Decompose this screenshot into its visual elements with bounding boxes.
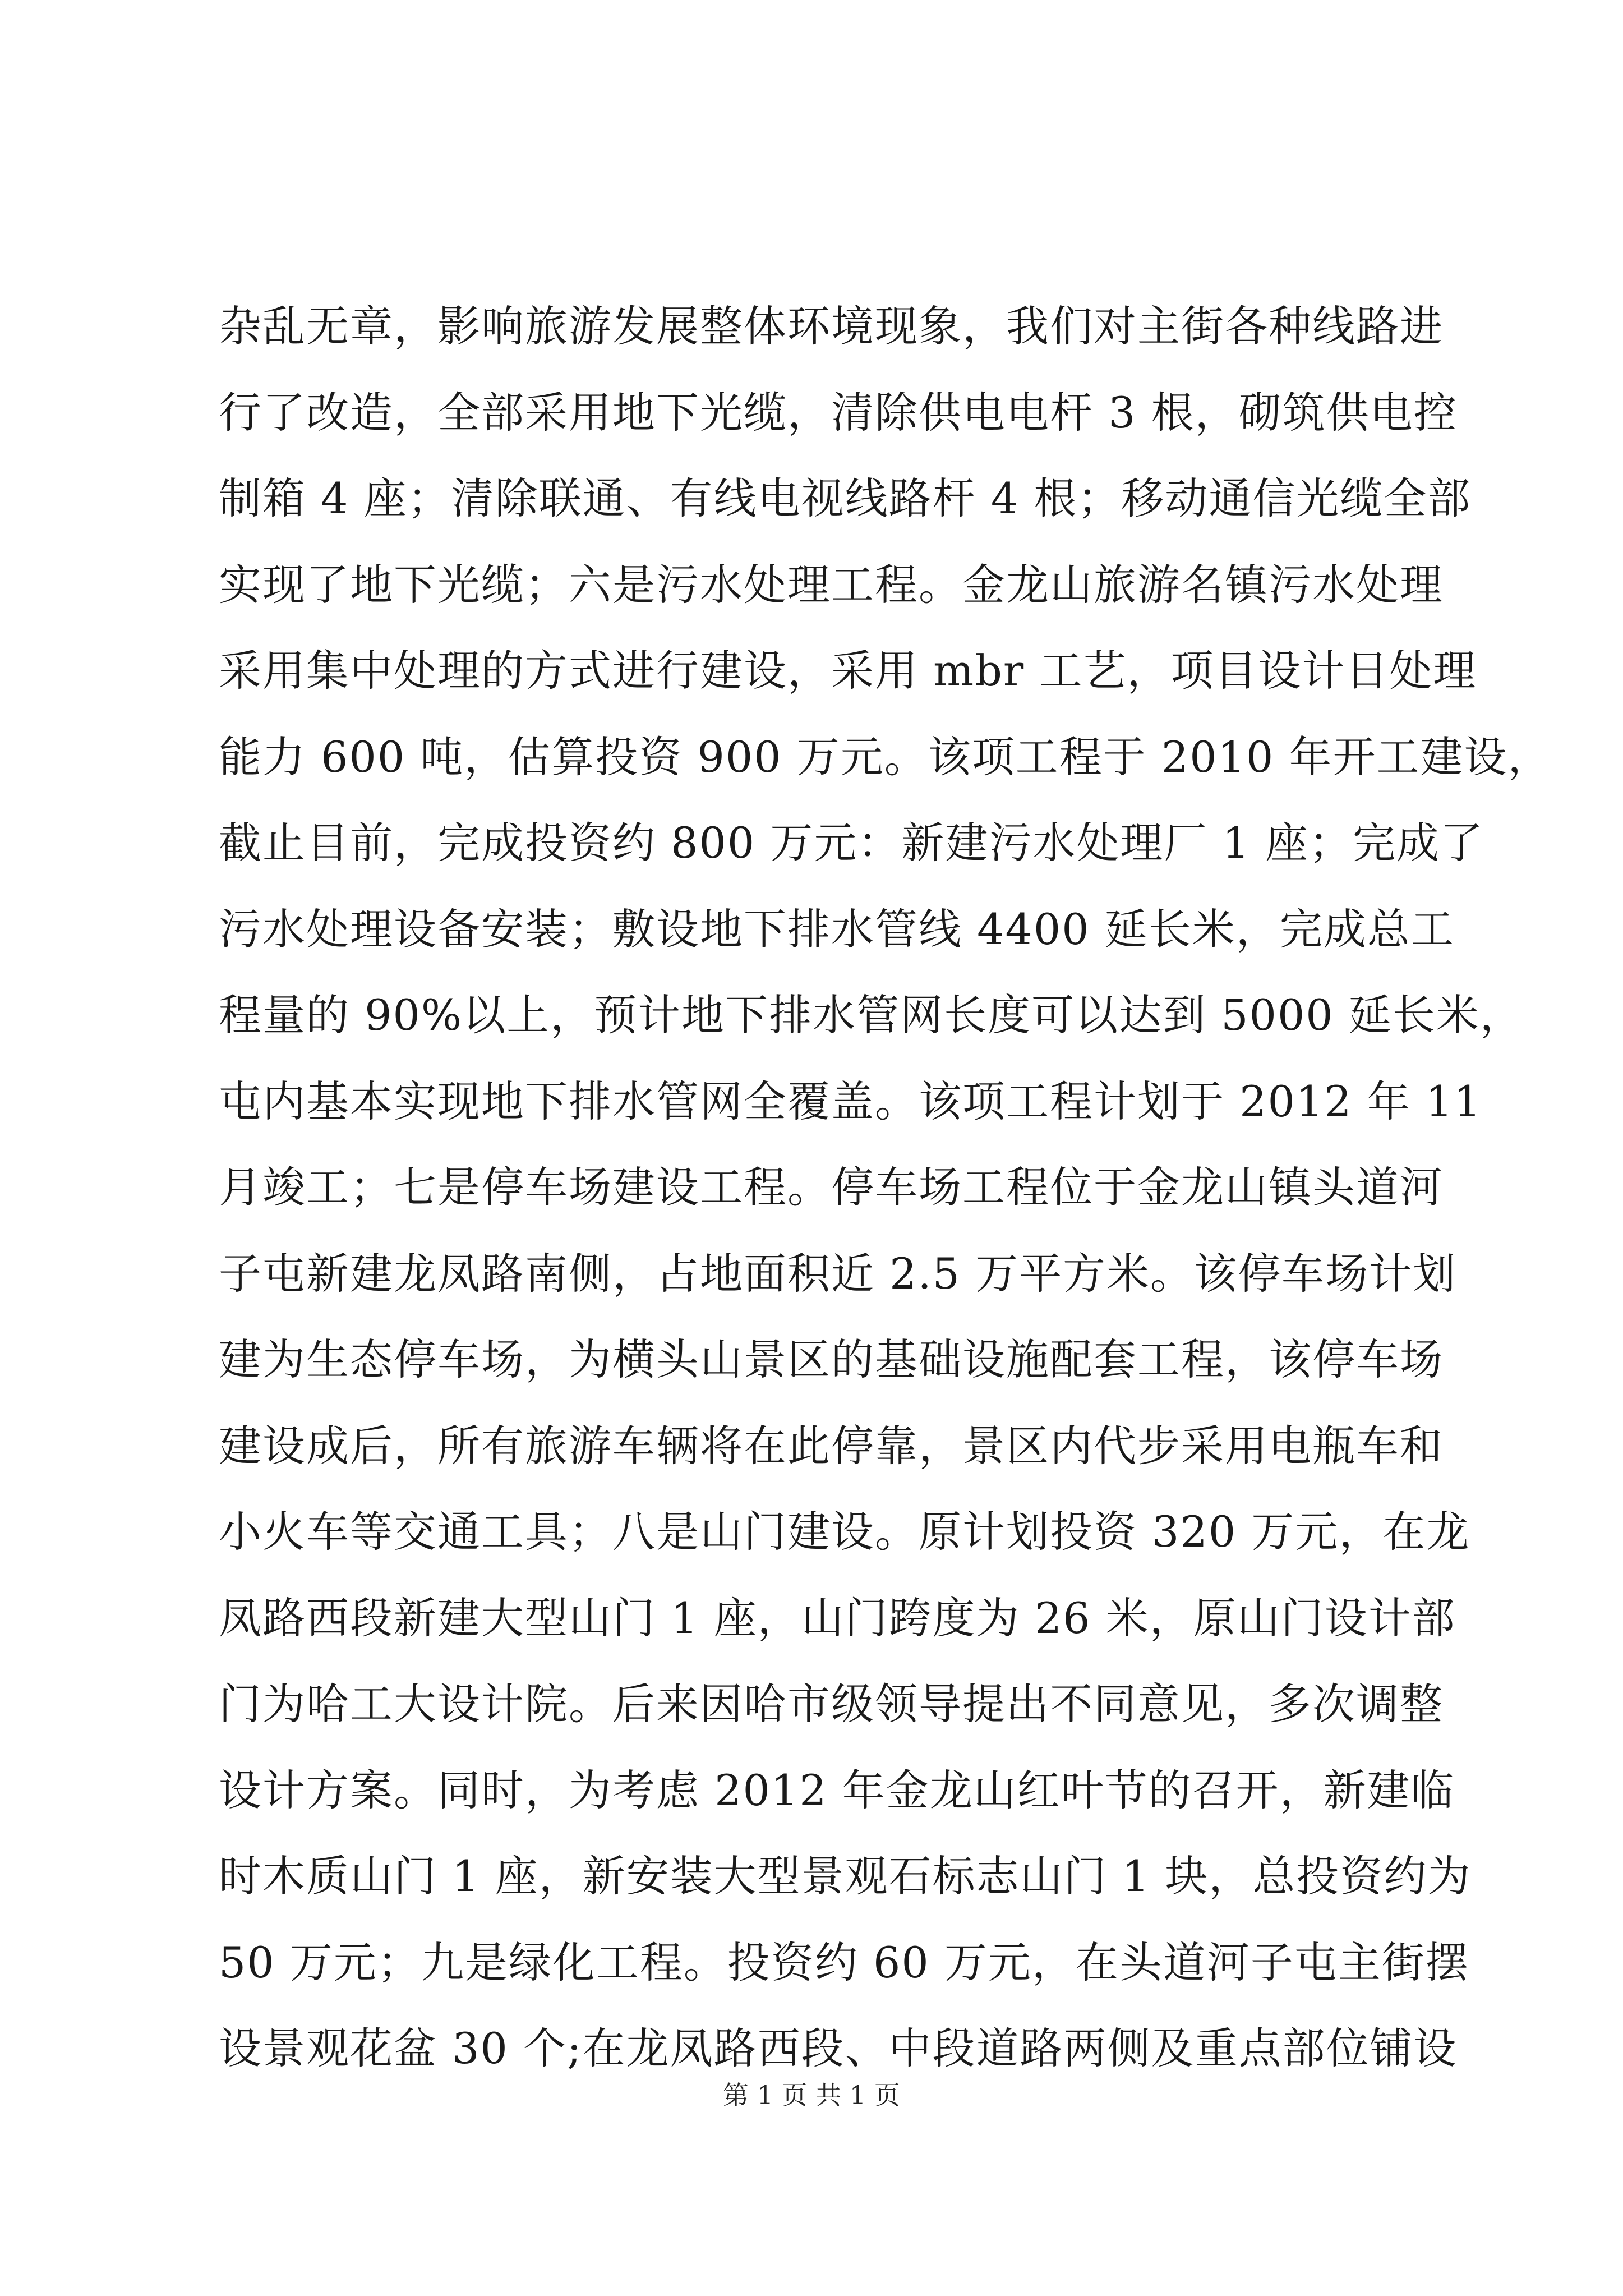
text-line: 实现了地下光缆；六是污水处理工程。金龙山旅游名镇污水处理 <box>219 559 1444 610</box>
text-line: 设景观花盆 30 个;在龙凤路西段、中段道路两侧及重点部位铺设 <box>219 2023 1458 2073</box>
text-line: 制箱 4 座；清除联通、有线电视线路杆 4 根；移动通信光缆全部 <box>219 473 1472 523</box>
text-line: 建设成后，所有旅游车辆将在此停靠，景区内代步采用电瓶车和 <box>219 1420 1444 1471</box>
text-line: 凤路西段新建大型山门 1 座，山门跨度为 26 米，原山门设计部 <box>219 1593 1456 1643</box>
text-line: 50 万元；九是绿化工程。投资约 60 万元，在头道河子屯主街摆 <box>219 1937 1469 1987</box>
text-line: 程量的 90%以上，预计地下排水管网长度可以达到 5000 延长米， <box>219 990 1524 1040</box>
text-line: 能力 600 吨，估算投资 900 万元。该项工程于 2010 年开工建设， <box>219 731 1552 782</box>
text-line: 小火车等交通工具；八是山门建设。原计划投资 320 万元，在龙 <box>219 1507 1470 1557</box>
page-footer <box>0 2078 1623 2112</box>
text-line: 门为哈工大设计院。后来因哈市级领导提出不同意见，多次调整 <box>219 1679 1444 1729</box>
text-line: 屯内基本实现地下排水管网全覆盖。该项工程计划于 2012 年 11 <box>219 1076 1482 1126</box>
text-line: 建为生态停车场，为横头山景区的基础设施配套工程，该停车场 <box>219 1335 1444 1384</box>
text-line: 截止目前，完成投资约 800 万元：新建污水处理厂 1 座；完成了 <box>219 818 1484 868</box>
text-line: 子屯新建龙凤路南侧，占地面积近 2.5 万平方米。该停车场计划 <box>219 1248 1457 1299</box>
text-line: 设计方案。同时，为考虑 2012 年金龙山红叶节的召开，新建临 <box>219 1765 1455 1815</box>
text-line: 行了改造，全部采用地下光缆，清除供电电杆 3 根，砌筑供电控 <box>219 387 1458 438</box>
body-text <box>219 283 1552 2092</box>
text-line: 污水处理设备安装；敷设地下排水管线 4400 延长米，完成总工 <box>219 904 1455 954</box>
text-line: 月竣工；七是停车场建设工程。停车场工程位于金龙山镇头道河 <box>219 1162 1444 1212</box>
page-number-label: 第 1 页 共 1 页 <box>723 2080 900 2110</box>
text-line: 采用集中处理的方式进行建设，采用 mbr 工艺，项目设计日处理 <box>219 646 1477 696</box>
text-line: 时木质山门 1 座，新安装大型景观石标志山门 1 块，总投资约为 <box>219 1851 1472 1901</box>
text-line: 杂乱无章，影响旅游发展整体环境现象，我们对主街各种线路进 <box>219 301 1444 351</box>
